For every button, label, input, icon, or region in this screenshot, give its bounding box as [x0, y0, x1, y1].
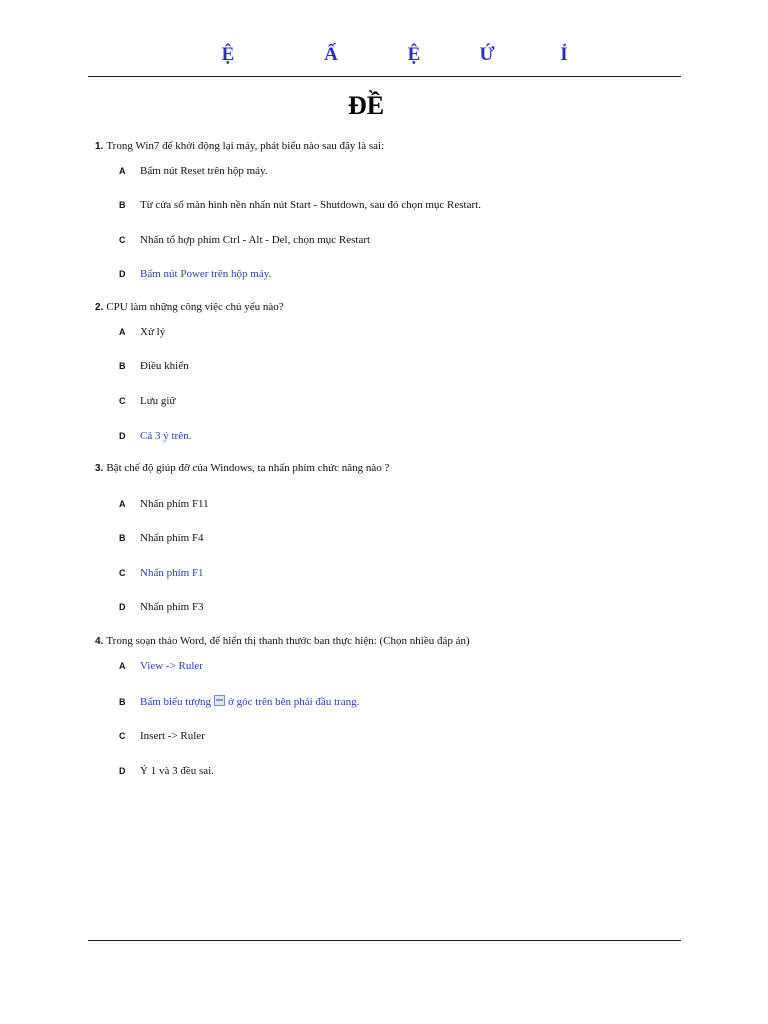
- answer-option: [119, 231, 370, 247]
- header-letter: Ứ: [479, 44, 495, 65]
- option-text: View -> Ruler: [140, 660, 203, 672]
- question-text: Trong Win7 để khởi động lại máy, phát biểu nào sau đây là sai:: [106, 140, 385, 152]
- answer-option: [119, 564, 204, 580]
- option-letter: A: [119, 166, 126, 176]
- answer-option: [119, 495, 209, 511]
- question-number: 1.: [95, 141, 104, 152]
- option-letter: A: [119, 661, 126, 671]
- header-letter: Ệ: [407, 44, 421, 65]
- question-4: [95, 633, 470, 649]
- question-text: Trong soạn thảo Word, để hiển thị thanh thước ban thực hiện: (Chọn nhiều đáp án): [106, 635, 470, 647]
- answer-option: [119, 727, 205, 743]
- option-text: Nhấn phím F1: [140, 567, 204, 579]
- option-text: Điều khiển: [140, 360, 189, 372]
- option-letter: B: [119, 697, 126, 707]
- option-text: Lưu giữ: [140, 395, 176, 407]
- header-letter: Ệ: [221, 44, 235, 65]
- option-letter: D: [119, 269, 126, 279]
- answer-option: [119, 196, 481, 212]
- question-2: [95, 299, 284, 315]
- option-text: Bấm nút Reset trên hộp máy.: [140, 165, 268, 177]
- option-letter: A: [119, 327, 126, 337]
- answer-option: [119, 392, 175, 408]
- option-letter: C: [119, 731, 126, 741]
- answer-option: [119, 357, 189, 373]
- option-text: Nhấn tổ hợp phím Ctrl - Alt - Del, chọn mục Restart: [140, 234, 371, 246]
- option-text: Nhấn phím F3: [140, 601, 204, 613]
- question-3: [95, 460, 389, 476]
- question-number: 3.: [95, 463, 104, 474]
- option-letter: C: [119, 235, 126, 245]
- option-text: Từ cửa sổ màn hình nền nhấn nút Start - Shutdown, sau đó chọn mục Restart.: [140, 199, 481, 211]
- question-number: 4.: [95, 636, 104, 647]
- answer-option: [119, 323, 165, 339]
- header-divider: [88, 76, 681, 77]
- answer-option: [119, 162, 268, 178]
- option-letter: B: [119, 200, 126, 210]
- option-text-before-icon: Bấm biểu tượng: [140, 696, 212, 708]
- option-letter: C: [119, 568, 126, 578]
- option-letter: B: [119, 533, 126, 543]
- option-text-after-icon: ở góc trên bên phải đầu trang.: [228, 696, 360, 708]
- option-text: Cả 3 ý trên.: [140, 430, 192, 442]
- ruler-icon: [214, 695, 225, 706]
- answer-option: [119, 529, 204, 545]
- footer-divider: [88, 940, 681, 941]
- option-text: Insert -> Ruler: [140, 730, 205, 742]
- option-text: Bấm nút Power trên hộp máy.: [140, 268, 272, 280]
- option-text: Nhấn phím F11: [140, 498, 209, 510]
- header-letter: Ỉ: [560, 44, 568, 65]
- answer-option: [119, 265, 271, 281]
- question-1: [95, 138, 384, 154]
- option-letter: D: [119, 602, 126, 612]
- option-text: Nhấn phím F4: [140, 532, 204, 544]
- answer-option: [119, 598, 204, 614]
- question-text: Bật chế độ giúp đỡ của Windows, ta nhấn phím chức năng nào ?: [106, 462, 390, 474]
- header-letter: Ấ: [324, 44, 338, 65]
- option-letter: A: [119, 499, 126, 509]
- answer-option: [119, 693, 359, 709]
- question-number: 2.: [95, 302, 104, 313]
- question-text: CPU làm những công việc chủ yếu nào?: [106, 301, 284, 313]
- option-text: Xử lý: [140, 326, 166, 338]
- page-title: ĐỀ: [347, 91, 385, 120]
- answer-option: [119, 427, 191, 443]
- option-letter: C: [119, 396, 126, 406]
- option-letter: B: [119, 361, 126, 371]
- option-letter: D: [119, 766, 126, 776]
- answer-option: [119, 657, 203, 673]
- answer-option: [119, 762, 214, 778]
- option-text: Ý 1 và 3 đều sai.: [140, 765, 214, 777]
- option-letter: D: [119, 431, 126, 441]
